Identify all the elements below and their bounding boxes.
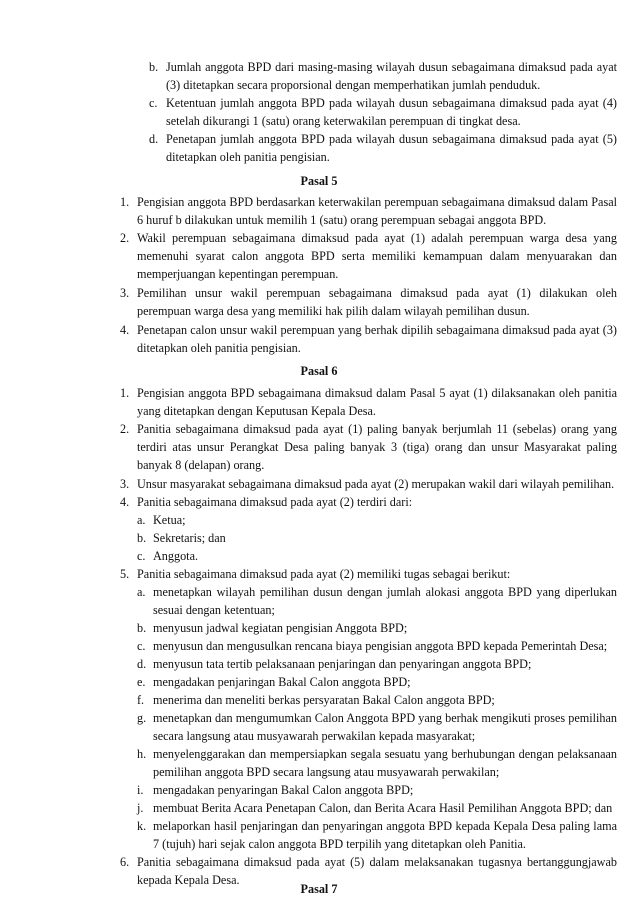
item-text: Ketentuan jumlah anggota BPD pada wilayah dusun sebagaimana dimaksud pada ayat (4) setelah dikurangi 1 (satu) orang keterwakilan perempuan di tingkat desa. — [166, 96, 617, 128]
item-text: Penetapan jumlah anggota BPD pada wilayah dusun sebagaimana dimaksud pada ayat (5) ditetapkan oleh panitia pengisian. — [166, 132, 617, 164]
item-label: 4. — [120, 323, 130, 337]
list-item — [120, 229, 617, 283]
list-item — [120, 321, 617, 357]
item-label: d. — [137, 657, 147, 671]
list-item — [120, 384, 617, 420]
item-text: Pengisian anggota BPD sebagaimana dimaksud dalam Pasal 5 ayat (1) dilaksanakan oleh panitia yang ditetapkan dengan Keputusan Kepala Desa. — [137, 386, 617, 418]
item-label: a. — [137, 585, 146, 599]
item-label: b. — [137, 621, 147, 635]
item-label: 6. — [120, 855, 130, 869]
item-text: Wakil perempuan sebagaimana dimaksud pada ayat (1) adalah perempuan warga desa yang memenuhi syarat calon anggota BPD serta memiliki kemampuan dalam menyuarakan dan memperjuangan kepentingan perempuan. — [137, 231, 617, 281]
list-item — [137, 799, 617, 817]
item-text: Pemilihan unsur wakil perempuan sebagaimana dimaksud pada ayat (1) dilakukan oleh perempuan warga desa yang memiliki hak pilih dalam wilayah pemilihan dusun. — [137, 286, 617, 318]
list-item — [120, 475, 617, 493]
list-item — [149, 58, 617, 94]
item-text: menetapkan wilayah pemilihan dusun dengan jumlah alokasi anggota BPD yang diperlukan sesuai dengan ketentuan; — [153, 585, 617, 617]
item-text: membuat Berita Acara Penetapan Calon, dan Berita Acara Hasil Pemilihan Anggota BPD; dan — [153, 801, 613, 815]
list-item — [149, 130, 617, 166]
section-heading: Pasal 7 — [300, 882, 338, 896]
item-label: c. — [149, 96, 158, 110]
item-label: 3. — [120, 477, 130, 491]
item-text: menyusun tata tertib pelaksanaan penjaringan dan penyaringan anggota BPD; — [153, 657, 532, 671]
list-item — [120, 493, 617, 511]
item-label: e. — [137, 675, 146, 689]
item-text: mengadakan penjaringan Bakal Calon anggota BPD; — [153, 675, 411, 689]
list-item — [137, 511, 617, 529]
list-item — [137, 655, 617, 673]
item-label: 2. — [120, 422, 130, 436]
item-text: Sekretaris; dan — [153, 531, 226, 545]
item-text: menyelenggarakan dan mempersiapkan segala sesuatu yang berhubungan dengan pelaksanaan pemilihan anggota BPD secara langsung atau musyawarah perwakilan; — [153, 747, 617, 779]
item-label: 1. — [120, 195, 130, 209]
list-item — [137, 709, 617, 745]
item-text: Jumlah anggota BPD dari masing-masing wilayah dusun sebagaimana dimaksud pada ayat (3) ditetapkan secara proporsional dengan memperhatikan jumlah penduduk. — [166, 60, 617, 92]
list-item — [137, 781, 617, 799]
list-item — [120, 565, 617, 583]
item-label: c. — [137, 639, 146, 653]
section-heading: Pasal 5 — [300, 174, 338, 188]
item-label: i. — [137, 783, 144, 797]
list-item — [137, 691, 617, 709]
item-text: Panitia sebagaimana dimaksud pada ayat (1) paling banyak berjumlah 11 (sebelas) orang yang terdiri atas unsur Perangkat Desa paling banyak 3 (tiga) orang dan unsur Masyarakat paling banyak 8 (delapan) orang. — [137, 422, 617, 472]
item-label: k. — [137, 819, 147, 833]
item-label: b. — [149, 60, 159, 74]
list-item — [137, 529, 617, 547]
item-text: menerima dan meneliti berkas persyaratan Bakal Calon anggota BPD; — [153, 693, 495, 707]
item-label: 5. — [120, 567, 130, 581]
item-label: 3. — [120, 286, 130, 300]
item-label: b. — [137, 531, 147, 545]
item-text: Unsur masyarakat sebagaimana dimaksud pada ayat (2) merupakan wakil dari wilayah pemilihan. — [137, 477, 615, 491]
item-label: j. — [137, 801, 144, 815]
item-text: Anggota. — [153, 549, 199, 563]
list-item — [137, 817, 617, 853]
item-label: c. — [137, 549, 146, 563]
item-text: melaporkan hasil penjaringan dan penyaringan anggota BPD kepada Kepala Desa paling lama 7 (tujuh) hari sejak calon anggota BPD terpilih yang ditetapkan oleh Panitia. — [153, 819, 617, 851]
list-item — [120, 193, 617, 229]
item-text: menyusun jadwal kegiatan pengisian Anggota BPD; — [153, 621, 408, 635]
item-text: Ketua; — [153, 513, 186, 527]
list-item — [120, 284, 617, 320]
item-label: g. — [137, 711, 147, 725]
list-item — [137, 583, 617, 619]
item-label: d. — [149, 132, 159, 146]
list-item — [137, 547, 617, 565]
item-label: 2. — [120, 231, 130, 245]
item-text: Penetapan calon unsur wakil perempuan yang berhak dipilih sebagaimana dimaksud pada ayat (3) ditetapkan oleh panitia pengisian. — [137, 323, 617, 355]
item-label: 1. — [120, 386, 130, 400]
item-label: 4. — [120, 495, 130, 509]
section-heading: Pasal 6 — [300, 364, 338, 378]
list-item — [149, 94, 617, 130]
list-item — [137, 673, 617, 691]
item-text: menetapkan dan mengumumkan Calon Anggota BPD yang berhak mengikuti proses pemilihan secara langsung atau musyawarah perwakilan kepada masyarakat; — [153, 711, 617, 743]
item-text: Pengisian anggota BPD berdasarkan keterwakilan perempuan sebagaimana dimaksud dalam Pasal 6 huruf b dilakukan untuk memilih 1 (satu) orang perempuan sebagai anggota BPD. — [137, 195, 617, 227]
item-text: Panitia sebagaimana dimaksud pada ayat (5) dalam melaksanakan tugasnya bertanggungjawab kepada Kepala Desa. — [137, 855, 617, 887]
item-label: f. — [137, 693, 145, 707]
item-text: menyusun dan mengusulkan rencana biaya pengisian anggota BPD kepada Pemerintah Desa; — [153, 639, 608, 653]
list-item — [137, 619, 617, 637]
item-text: mengadakan penyaringan Bakal Calon anggota BPD; — [153, 783, 414, 797]
list-item — [137, 637, 617, 655]
item-text: Panitia sebagaimana dimaksud pada ayat (2) terdiri dari: — [137, 495, 413, 509]
item-label: a. — [137, 513, 146, 527]
item-text: Panitia sebagaimana dimaksud pada ayat (2) memiliki tugas sebagai berikut: — [137, 567, 511, 581]
list-item — [120, 420, 617, 474]
item-label: h. — [137, 747, 147, 761]
list-item — [137, 745, 617, 781]
